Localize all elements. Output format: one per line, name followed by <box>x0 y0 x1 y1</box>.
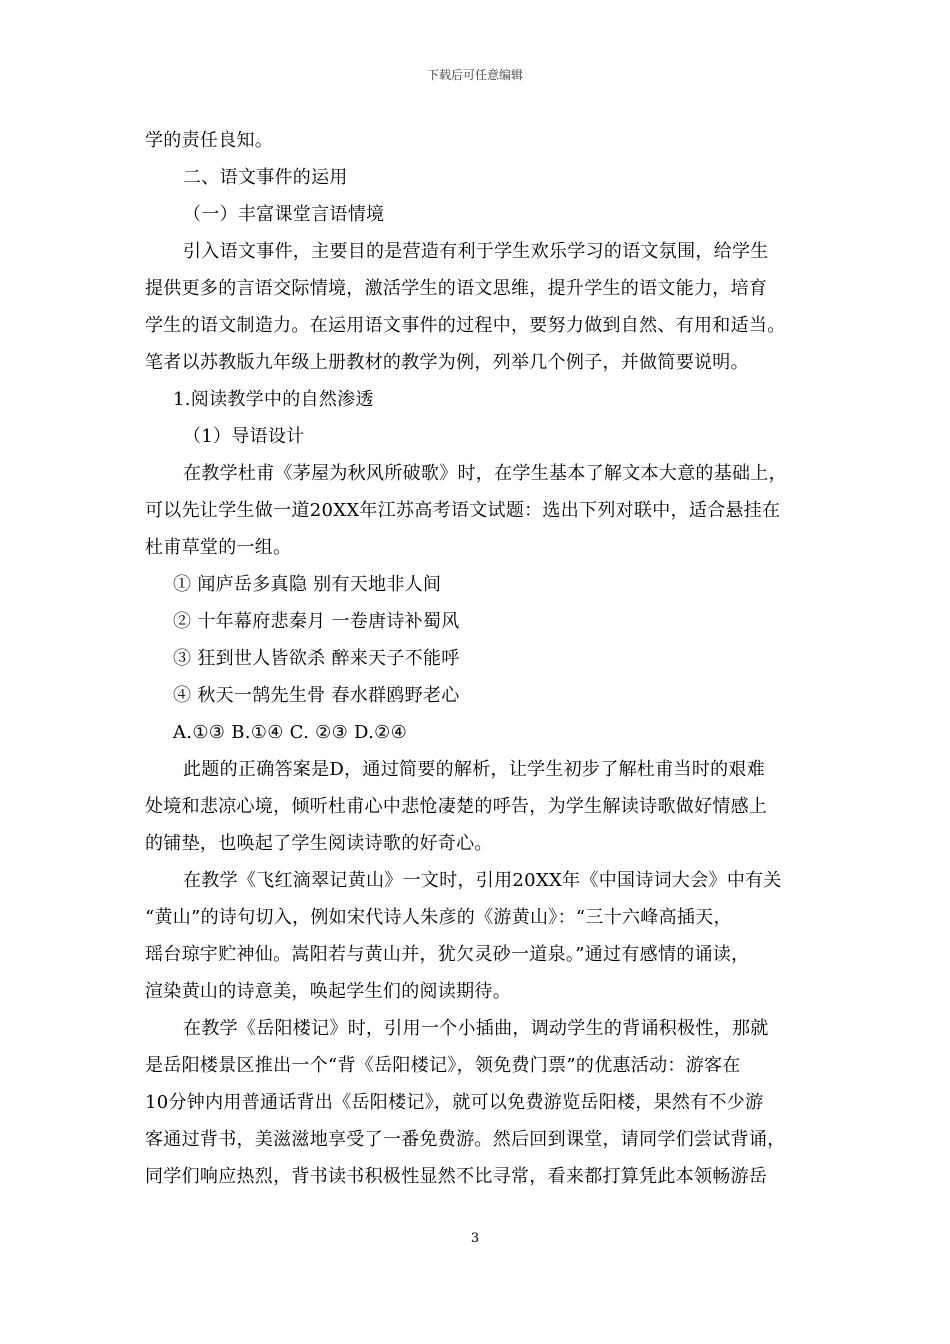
text-line: 渲染黄山的诗意美，唤起学生们的阅读期待。 <box>145 981 511 1002</box>
text-line: 学生的语文制造力。在运用语文事件的过程中，要努力做到自然、有用和适当。 <box>145 315 786 336</box>
text-line: 可以先让学生做一道20XX年江苏高考语文试题：选出下列对联中，适合悬挂在 <box>145 500 781 521</box>
text-line: 瑶台琼宇贮神仙。嵩阳若与黄山并，犹欠灵砂一道泉。”通过有感情的诵读， <box>145 944 750 965</box>
text-line: 是岳阳楼景区推出一个“背《岳阳楼记》，领免费门票”的优惠活动：游客在 <box>145 1055 741 1076</box>
subsection-heading: （1）导语设计 <box>183 426 305 447</box>
text-line: 提供更多的言语交际情境，激活学生的语文思维，提升学生的语文能力，培育 <box>145 278 768 299</box>
couplet-option: ① 闻庐岳多真隐 别有天地非人间 <box>173 574 442 595</box>
text-line: 处境和悲凉心境，倾听杜甫心中悲怆凄楚的呼告，为学生解读诗歌做好情感上 <box>145 796 768 817</box>
text-line: 10分钟内用普通话背出《岳阳楼记》，就可以免费游览岳阳楼，果然有不少游 <box>145 1092 764 1113</box>
text-line: 客通过背书，美滋滋地享受了一番免费游。然后回到课堂，请同学们尝试背诵， <box>145 1129 786 1150</box>
text-line: 笔者以苏教版九年级上册教材的教学为例，列举几个例子，并做简要说明。 <box>145 352 749 373</box>
document-body <box>145 122 810 1195</box>
text-line: 的铺垫，也唤起了学生阅读诗歌的好奇心。 <box>145 833 493 854</box>
page-number: 3 <box>470 1231 480 1246</box>
subsection-heading: 1.阅读教学中的自然渗透 <box>173 389 374 410</box>
text-line: 在教学《飞红滴翠记黄山》一文时，引用20XX年《中国诗词大会》中有关 <box>183 870 782 891</box>
answer-choices: A.①③ B.①④ C. ②③ D.②④ <box>173 722 408 743</box>
text-line: 在教学《岳阳楼记》时，引用一个小插曲，调动学生的背诵积极性，那就 <box>183 1018 769 1039</box>
couplet-option: ③ 狂到世人皆欲杀 醉来天子不能呼 <box>173 648 460 669</box>
text-line: 在教学杜甫《茅屋为秋风所破歌》时，在学生基本了解文本大意的基础上， <box>183 463 787 484</box>
text-line: “黄山”的诗句切入，例如宋代诗人朱彦的《游黄山》：“三十六峰高插天， <box>145 907 732 928</box>
couplet-option: ② 十年幕府悲秦月 一卷唐诗补蜀风 <box>173 611 460 632</box>
subsection-heading: （一）丰富课堂言语情境 <box>183 204 385 225</box>
page-header: 下载后可任意编辑 <box>426 68 523 82</box>
couplet-option: ④ 秋天一鹄先生骨 春水群鸥野老心 <box>173 685 460 706</box>
text-line: 杜甫草堂的一组。 <box>145 537 292 558</box>
text-line: 此题的正确答案是D，通过简要的解析，让学生初步了解杜甫当时的艰难 <box>183 759 766 780</box>
text-line: 学的责任良知。 <box>145 130 274 151</box>
text-line: 同学们响应热烈，背书读书积极性显然不比寻常，看来都打算凭此本领畅游岳 <box>145 1166 768 1187</box>
section-heading: 二、语文事件的运用 <box>183 167 348 188</box>
text-line: 引入语文事件，主要目的是营造有利于学生欢乐学习的语文氛围，给学生 <box>183 241 769 262</box>
